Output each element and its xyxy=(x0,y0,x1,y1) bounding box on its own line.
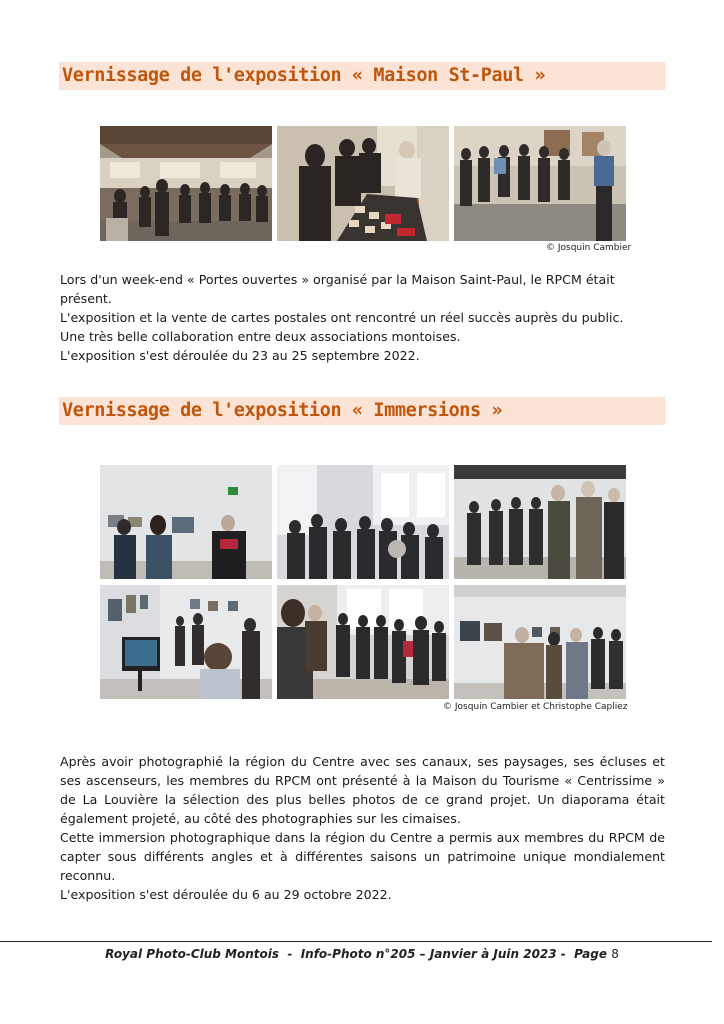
section-1-paragraph: L'exposition et la vente de cartes postales ont rencontré un réel succès auprès du public. xyxy=(60,310,624,325)
photo-applause xyxy=(277,585,449,699)
photo-postcard-table xyxy=(277,126,449,241)
photo-hall-crowd xyxy=(100,126,272,241)
photo-crowd-windows xyxy=(277,465,449,579)
section-2-photo-credit: © Josquin Cambier et Christophe Capliez xyxy=(443,702,628,712)
section-1-title-banner xyxy=(59,62,665,90)
footer-divider xyxy=(0,941,712,942)
section-2-title-banner xyxy=(59,397,665,425)
photo-group-chatting xyxy=(454,465,626,579)
section-2-paragraph: Cette immersion photographique dans la région du Centre a permis aux membres du RPCM de capter sous différents angles et à différentes saisons un patrimoine unique mondialement reconnu. xyxy=(60,830,665,883)
section-2-title: Vernissage de l'exposition « Immersions » xyxy=(62,400,503,421)
page-number: 8 xyxy=(611,947,619,961)
section-1-paragraph: L'exposition s'est déroulée du 23 au 25 septembre 2022. xyxy=(60,348,420,363)
section-1-title: Vernissage de l'exposition « Maison St-Paul » xyxy=(62,65,546,86)
section-1-paragraph: Une très belle collaboration entre deux associations montoises. xyxy=(60,329,461,344)
section-2-paragraph: Après avoir photographié la région du Centre avec ses canaux, ses paysages, ses écluses et ses ascenseurs, les membres du RPCM ont présenté à la Maison du Tourisme « Centrissime » de La Louvière la sélection des plus belles photos de ce grand projet. Un diaporama était également projeté, au côté des photographies sur les cimaises. xyxy=(60,754,665,826)
section-2-text xyxy=(60,752,665,904)
section-1-text xyxy=(60,270,665,365)
section-1-paragraph: Lors d'un week-end « Portes ouvertes » organisé par la Maison Saint-Paul, le RPCM était présent. xyxy=(60,272,615,306)
photo-guests-listening xyxy=(454,126,626,241)
section-2-paragraph: L'exposition s'est déroulée du 6 au 29 octobre 2022. xyxy=(60,887,392,902)
page-footer xyxy=(0,947,724,961)
photo-exhibition-visitors xyxy=(454,585,626,699)
photo-screen-corridor xyxy=(100,585,272,699)
footer-text: Royal Photo-Club Montois - Info-Photo n°205 – Janvier à Juin 2023 - Page xyxy=(105,947,607,961)
photo-gallery-wall xyxy=(100,465,272,579)
section-1-photo-credit: © Josquin Cambier xyxy=(546,243,632,253)
